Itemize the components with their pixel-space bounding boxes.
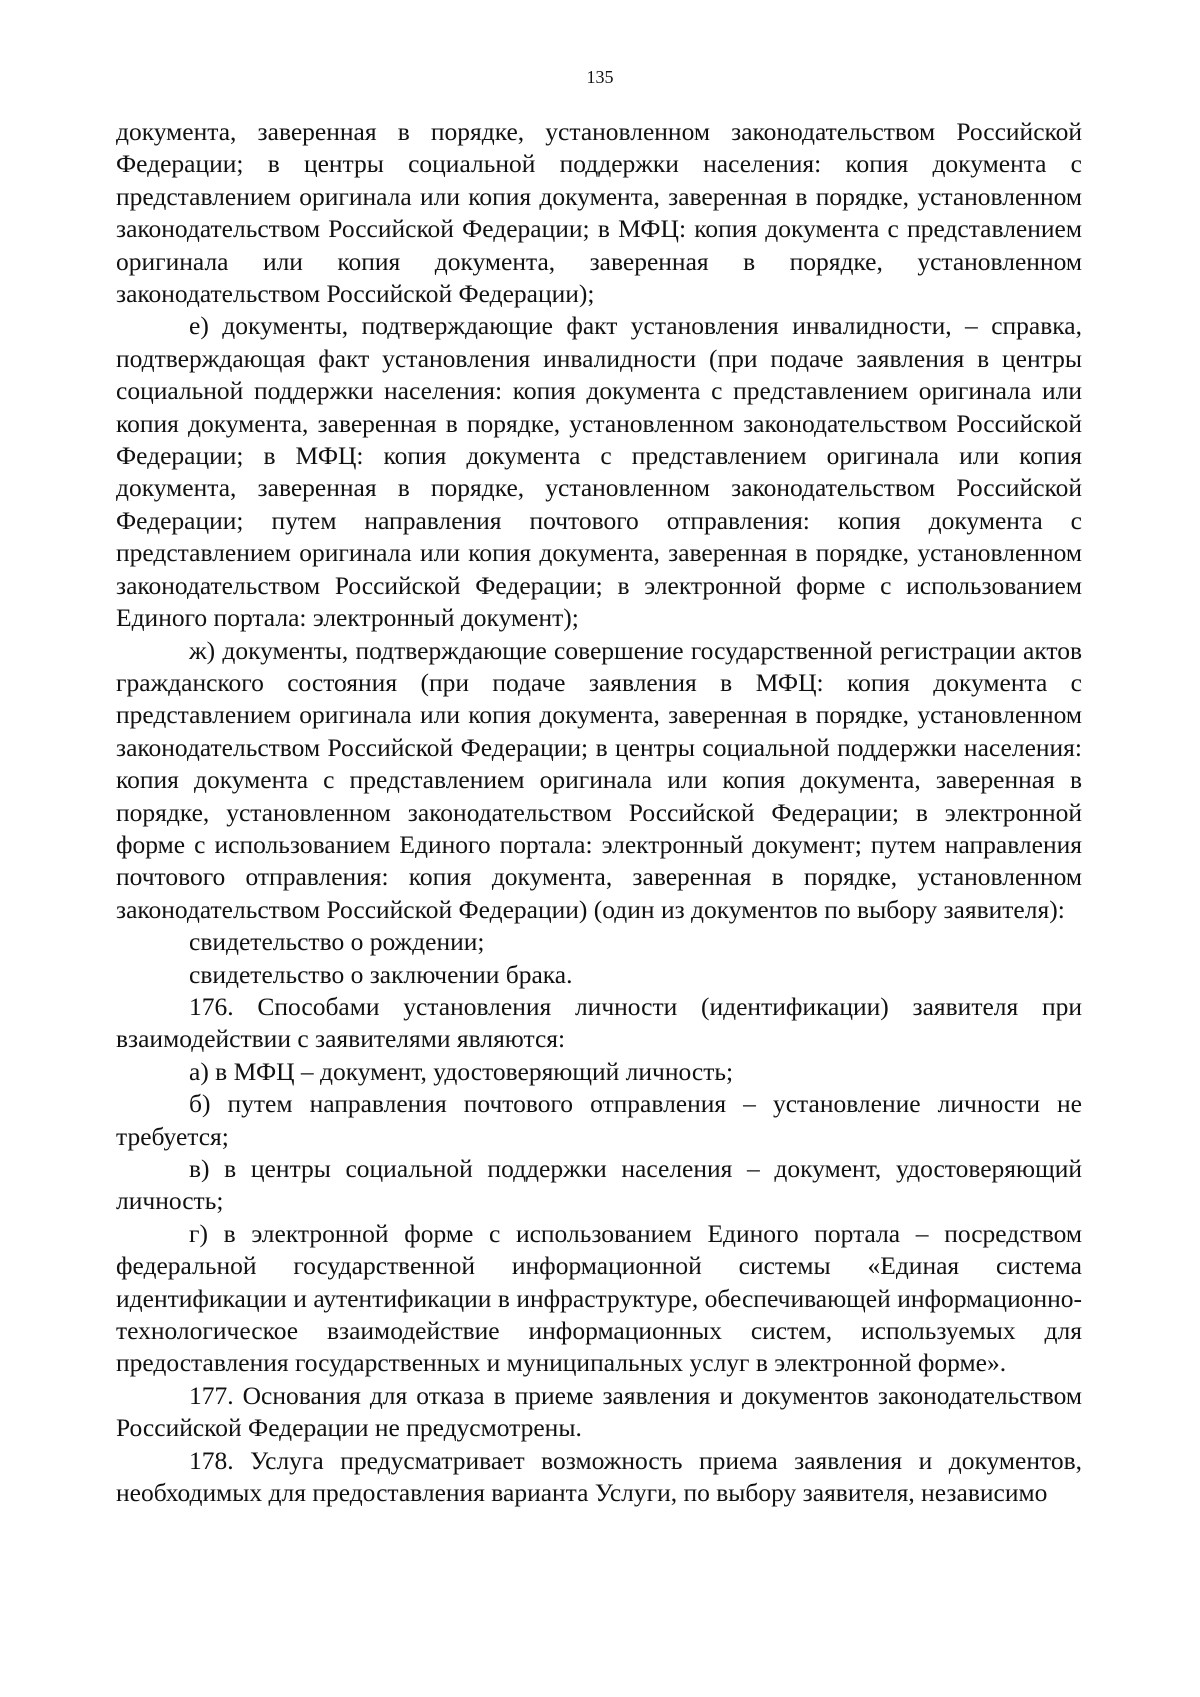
paragraph-birth-certificate: свидетельство о рождении; [189, 927, 485, 957]
paragraph-176-identification: 176. Способами установления личности (идентификации) заявителя при взаимодействии с заявителями являются: [116, 991, 1082, 1054]
paragraph-178-reception: 178. Услуга предусматривает возможность приема заявления и документов, необходимых для предоставления варианта Услуги, по выбору заявителя, независимо [116, 1445, 1082, 1508]
document-body [116, 116, 1082, 1509]
paragraph-176-g: г) в электронной форме с использованием Единого портала – посредством федеральной государственной информационной системы «Единая система идентификации и аутентификации в инфраструктуре, обеспечивающей информационно-технологическое взаимодействие информационных систем, используемых для предоставления государственных и муниципальных услуг в электронной форме». [116, 1218, 1082, 1378]
paragraph-177-refusal-grounds: 177. Основания для отказа в приеме заявления и документов законодательством Российской Федерации не предусмотрены. [116, 1380, 1082, 1443]
paragraph-continuation: документа, заверенная в порядке, установленном законодательством Российской Федерации; в центры социальной поддержки населения: копия документа с представлением оригинала или копия документа, заверенная в порядке, установленном законодательством Российской Федерации; в МФЦ: копия документа с представлением оригинала или копия документа, заверенная в порядке, установленном законодательством Российской Федерации); [116, 117, 1082, 309]
paragraph-176-v: в) в центры социальной поддержки населения – документ, удостоверяющий личность; [116, 1154, 1082, 1216]
page-number: 135 [586, 67, 614, 87]
paragraph-item-zh-civil-registration: ж) документы, подтверждающие совершение государственной регистрации актов гражданского состояния (при подаче заявления в МФЦ: копия документа с представлением оригинала или копия документа, заверенная в порядке, установленном законодательством Российской Федерации; в центры социальной поддержки населения: копия документа с представлением оригинала или копия документа, заверенная в порядке, установленном законодательством Российской Федерации; в электронной форме с использованием Единого портала: электронный документ; путем направления почтового отправления: копия документа, заверенная в порядке, установленном законодательством Российской Федерации) (один из документов по выбору заявителя): [116, 635, 1082, 924]
paragraph-marriage-certificate: свидетельство о заключении брака. [189, 959, 573, 989]
paragraph-item-e-disability: е) документы, подтверждающие факт установления инвалидности, – справка, подтверждающая факт установления инвалидности (при подаче заявления в центры социальной поддержки населения: копия документа с представлением оригинала или копия документа, заверенная в порядке, установленном законодательством Российской Федерации; в МФЦ: копия документа с представлением оригинала или копия документа, заверенная в порядке, установленном законодательством Российской Федерации; путем направления почтового отправления: копия документа с представлением оригинала или копия документа, заверенная в порядке, установленном законодательством Российской Федерации; в электронной форме с использованием Единого портала: электронный документ); [116, 311, 1082, 633]
paragraph-176-a: а) в МФЦ – документ, удостоверяющий личность; [189, 1056, 734, 1086]
paragraph-176-b: б) путем направления почтового отправления – установление личности не требуется; [116, 1089, 1082, 1151]
